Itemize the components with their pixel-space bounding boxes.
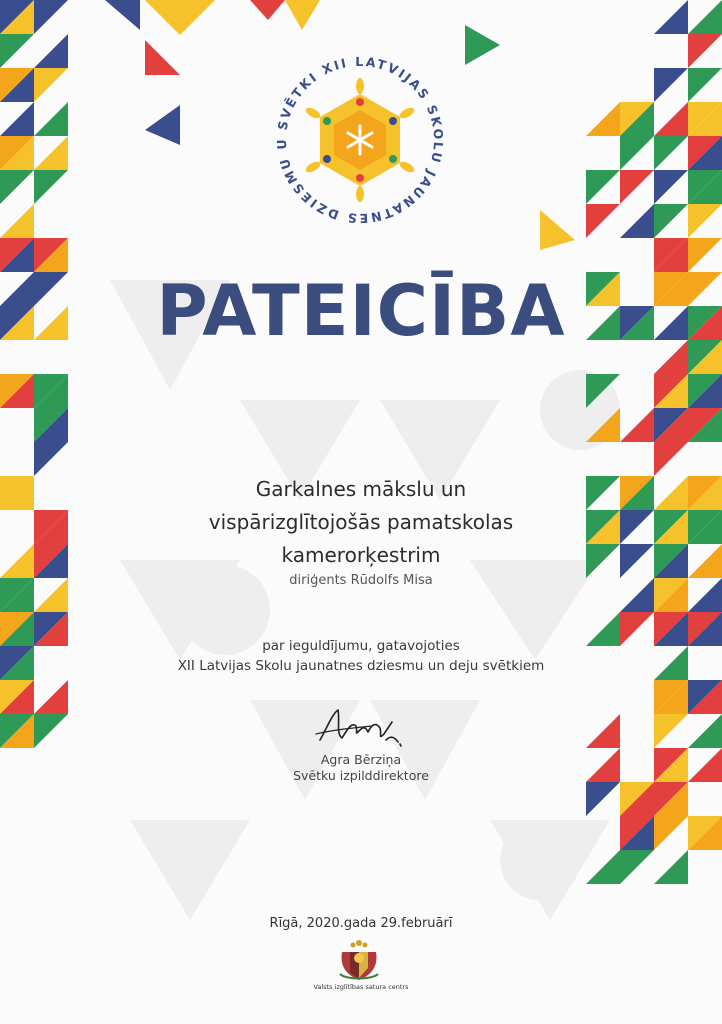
recipient-block [0,473,722,572]
border-triangle [620,170,654,204]
border-triangle [0,102,34,136]
border-triangle [586,204,620,238]
border-triangle [34,34,68,68]
conductor-line: diriģents Rūdolfs Misa [289,573,433,588]
seal-ring-text: SVĒTKI XII LATVIJAS SKOLU JAUNATNES DZIESMU U [273,53,447,227]
reason-block [0,636,722,676]
border-triangle [688,714,722,748]
border-triangle [0,204,34,238]
border-triangle [34,0,68,34]
signer-name: Agra Bērziņa [320,752,402,767]
border-triangle [465,25,500,65]
border-triangle [620,408,654,442]
border-triangle [654,714,688,748]
border-triangle [654,850,688,884]
border-triangle [688,68,722,102]
reason-line-2: XII Latvijas Skolu jaunatnes dziesmu un deju svētkiem [177,658,545,674]
border-triangle [654,102,688,136]
border-triangle [34,442,68,476]
border-triangle [654,0,688,34]
border-triangle [586,782,620,816]
organization-name: Valsts izglītības satura centrs [313,983,409,991]
border-triangle [250,0,285,20]
signer-block [0,752,722,784]
border-triangle [586,102,620,136]
border-triangle [620,850,654,884]
border-triangle [586,850,620,884]
border-triangle [145,0,215,35]
border-triangle [34,68,68,102]
border-triangle [688,34,722,68]
border-triangle [620,204,654,238]
border-triangle [34,714,68,748]
border-triangle [620,136,654,170]
border-triangle [654,170,688,204]
border-triangle [145,40,180,75]
recipient-line-3: kamerorķestrim [281,543,441,567]
recipient-line-1: Garkalnes mākslu un [255,477,467,501]
border-triangle [654,136,688,170]
border-triangle [0,170,34,204]
border-triangle [654,442,688,476]
border-triangle [34,136,68,170]
border-triangle [285,0,320,30]
border-triangle [34,680,68,714]
border-triangle [145,105,180,145]
border-triangle [688,238,722,272]
faint-pattern [110,280,620,920]
signer-role: Svētku izpilddirektore [293,768,429,783]
border-triangle [688,0,722,34]
certificate-title: PATEICĪBA [156,270,566,352]
border-triangle [654,68,688,102]
festival-seal-logo [270,50,450,230]
recipient-line-2: vispārizglītojošās pamatskolas [208,510,514,534]
border-triangle [586,714,620,748]
reason-line-1: par ieguldījumu, gatavojoties [262,638,460,654]
border-triangle [688,204,722,238]
border-triangle [654,816,688,850]
border-triangle [34,170,68,204]
border-triangle [34,102,68,136]
border-triangle [105,0,140,30]
border-triangle [654,204,688,238]
issue-date: Rīgā, 2020.gada 29.februārī [269,916,453,931]
border-triangle [540,210,575,250]
border-triangle [0,34,34,68]
handwritten-signature [312,700,412,755]
border-triangle [586,170,620,204]
coat-of-arms-icon [336,938,382,982]
